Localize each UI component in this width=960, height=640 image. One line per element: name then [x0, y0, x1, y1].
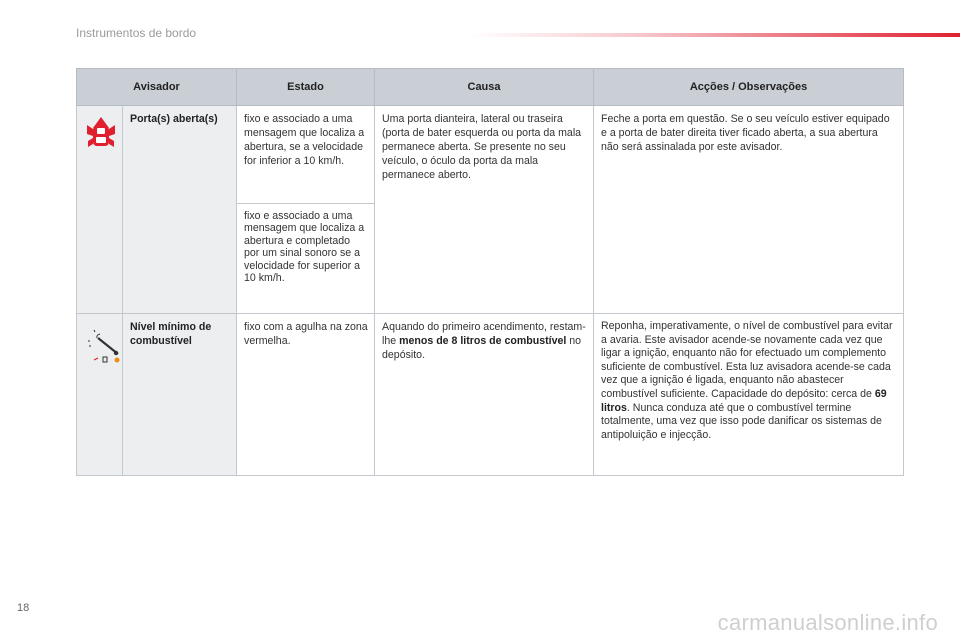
state-doors-low-speed: fixo e associado a uma mensagem que localiza a abertura, se a velocidade for inferior a 10 km/h.	[237, 106, 375, 204]
state-doors-high-speed: fixo e associado a uma mensagem que localiza a abertura e completado por um sinal sonoro se a velocidade for superior a 10 km/h.	[237, 204, 375, 314]
header-accent-bar	[470, 33, 960, 37]
open-door-warning-icon	[84, 114, 118, 154]
column-header-estado: Estado	[237, 69, 375, 106]
state-fuel: fixo com a agulha na zona vermelha.	[237, 314, 375, 476]
icon-cell	[77, 314, 123, 476]
action-fuel	[594, 314, 904, 476]
icon-cell	[77, 106, 123, 314]
column-header-causa: Causa	[375, 69, 594, 106]
warning-name-fuel: Nível mínimo de combustível	[123, 314, 237, 476]
section-title: Instrumentos de bordo	[76, 26, 197, 40]
cause-fuel	[375, 314, 594, 476]
action-fuel-text-end: . Nunca conduza até que o combustível termine totalmente, uma vez que isso pode danificar os sistemas de antipoluição e injecção.	[601, 401, 882, 441]
cause-doors: Uma porta dianteira, lateral ou traseira (porta de bater esquerda ou porta da mala permanece aberta. Se presente no seu veículo, o óculo da porta da mala permanece aberto.	[375, 106, 594, 314]
action-doors: Feche a porta em questão. Se o seu veículo estiver equipado e a porta de bater direita tiver ficado aberta, a sua abertura não será assinalada por este avisador.	[594, 106, 904, 314]
table-header-row	[77, 69, 904, 106]
fuel-gauge-icon	[84, 326, 124, 374]
action-fuel-text: Reponha, imperativamente, o nível de combustível para evitar a avaria. Este avisador acende-se novamente cada vez que ligar a ignição, enquanto não for efectuado um complemento suficiente de combustível. Esta luz avisadora acende-se cada vez que a ignição é ligada, enquanto não abastecer combustível suficiente. Capacidade do depósito: cerca de	[601, 320, 893, 400]
table-row-fuel	[77, 314, 904, 476]
table-row-doors	[77, 106, 904, 204]
cause-fuel-text: Aquando do primeiro acendimento, restam-lhe	[382, 321, 586, 347]
cause-fuel-emphasis: menos de 8 litros de combustível	[399, 335, 567, 347]
column-header-avisador: Avisador	[77, 69, 237, 106]
watermark: carmanualsonline.info	[717, 610, 938, 635]
column-header-accoes: Acções / Observações	[594, 69, 904, 106]
warning-lights-table	[76, 68, 904, 476]
warning-name-doors: Porta(s) aberta(s)	[123, 106, 237, 314]
page-number: 18	[17, 602, 30, 614]
cause-fuel-text-end: no depósito.	[382, 335, 582, 361]
action-fuel-emphasis: 69 litros	[601, 387, 887, 414]
